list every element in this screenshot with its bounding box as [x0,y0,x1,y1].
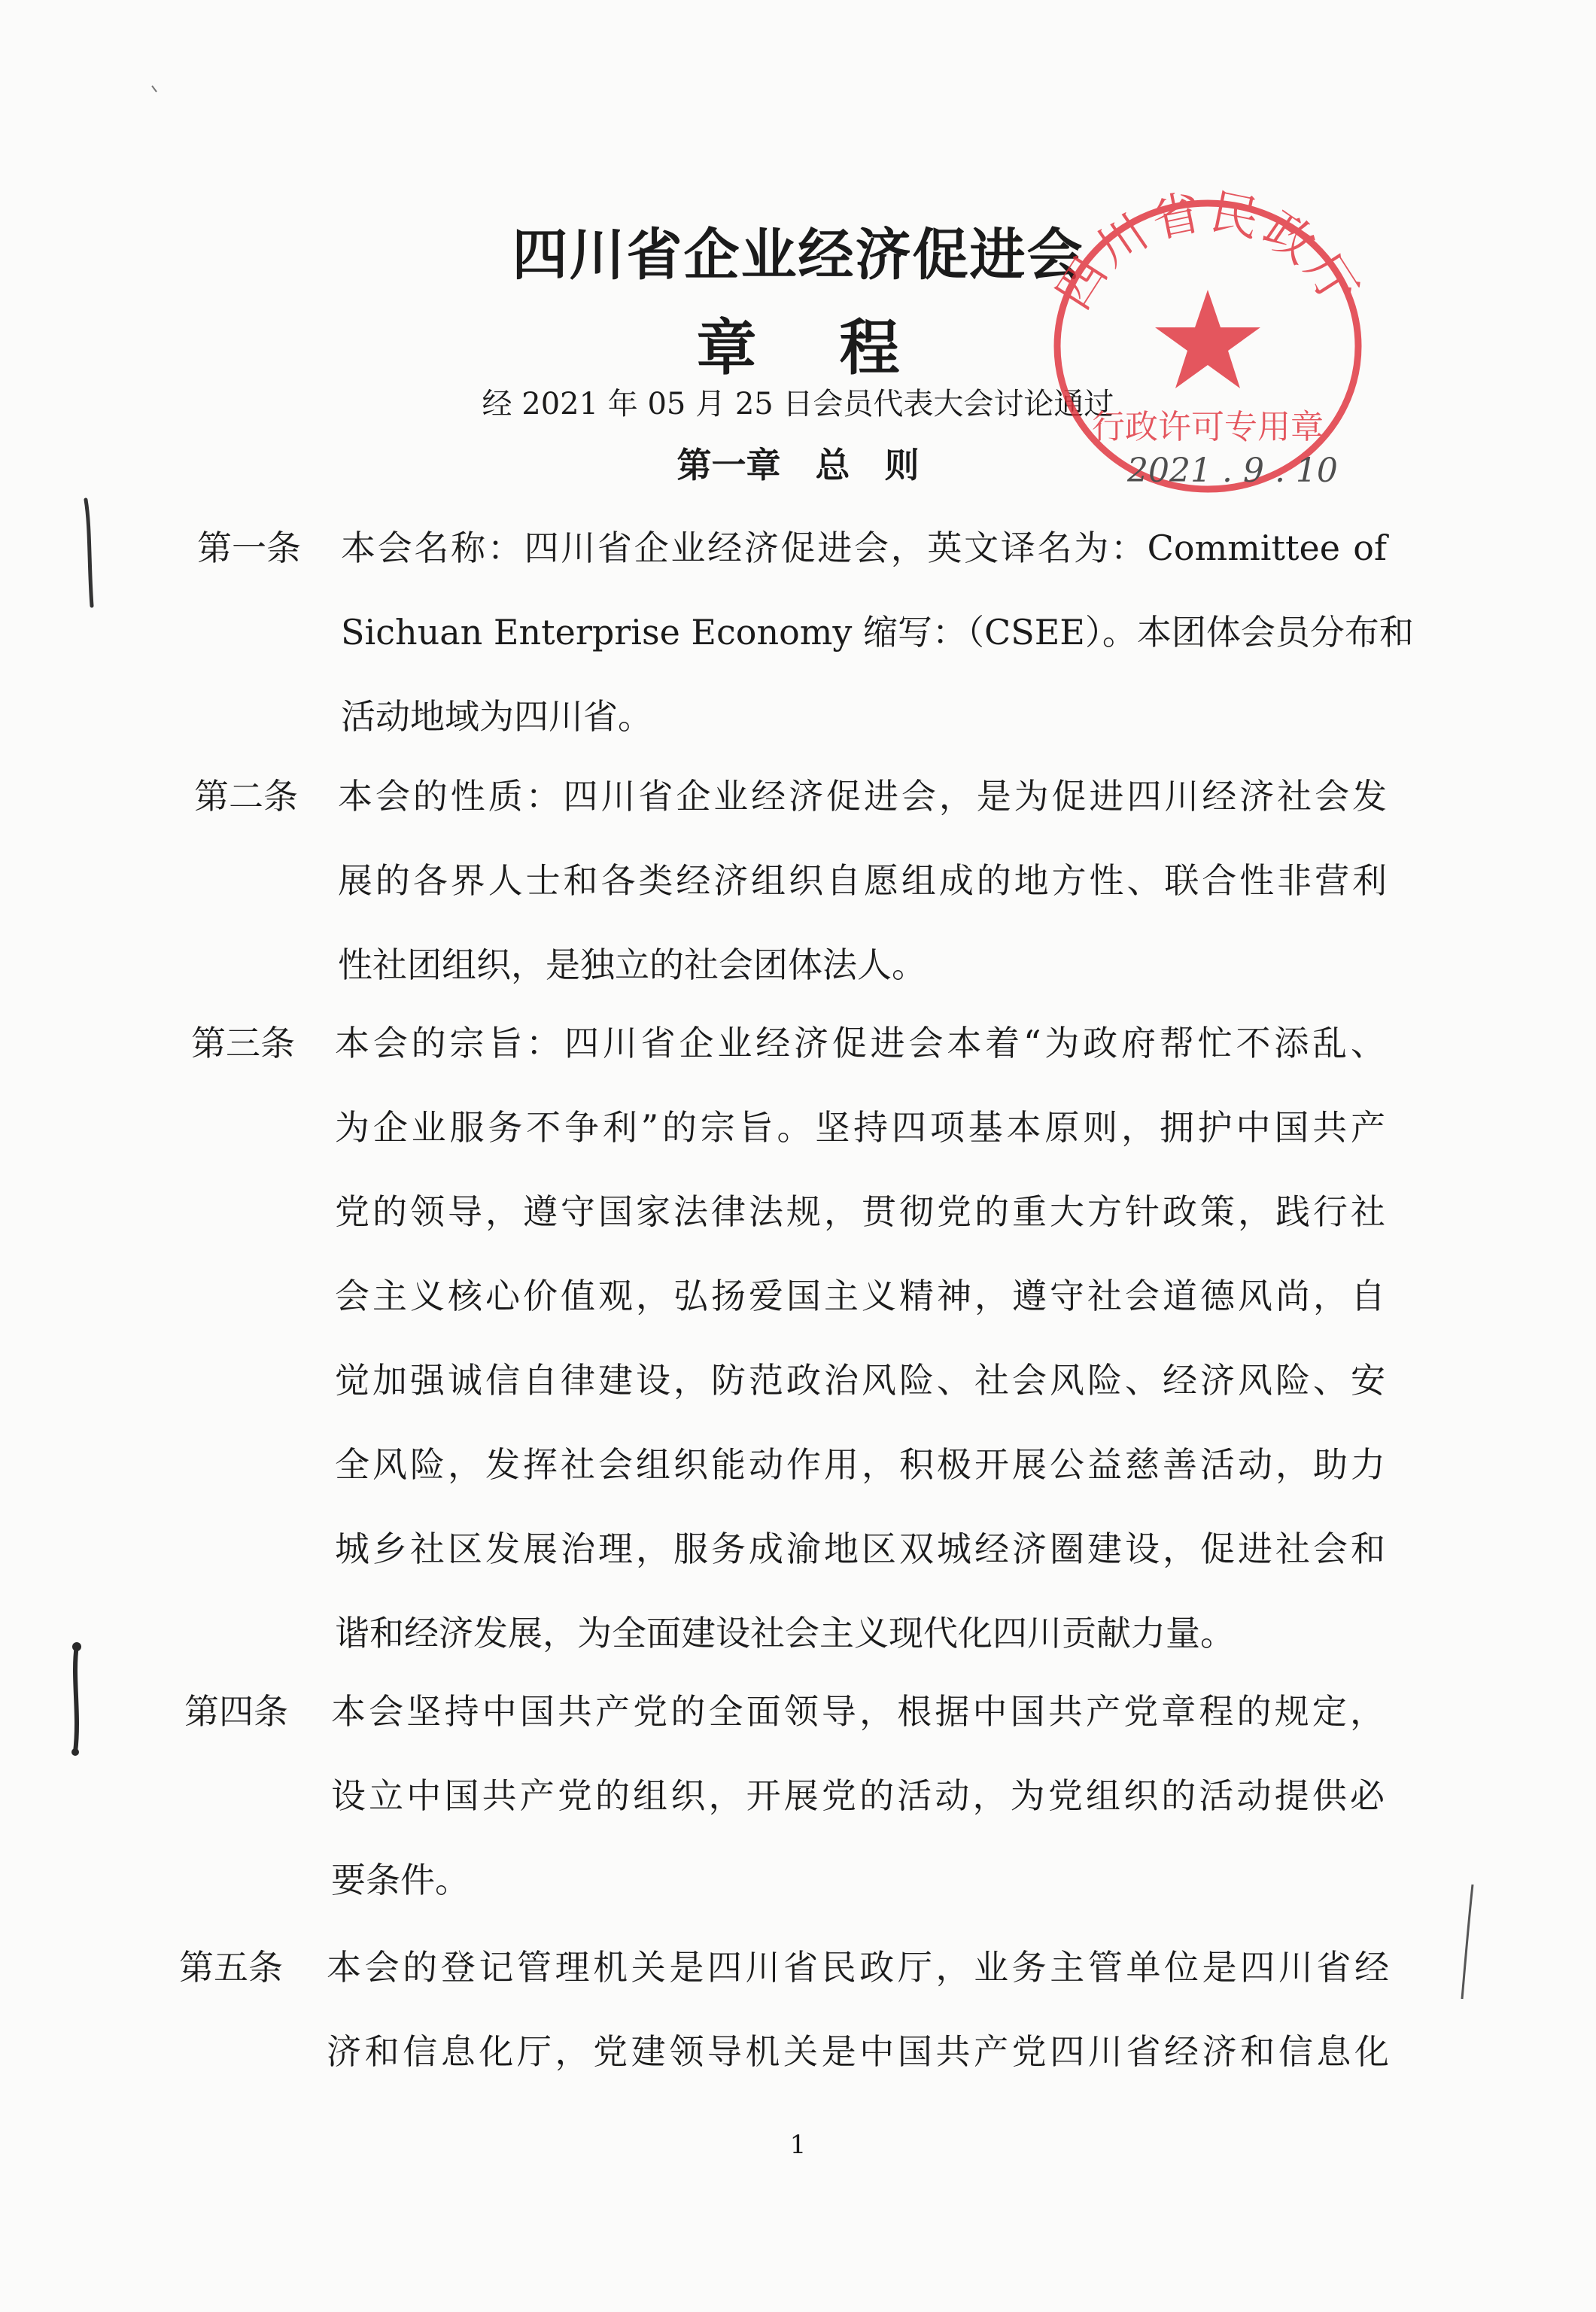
article-body [341,506,1414,759]
official-seal-stamp [1031,173,1385,504]
document-title: 四川省企业经济促进会 [512,223,1084,287]
article-line: 济和信息化厅，党建领导机关是中国共产党四川省经济和信息化 [327,2031,1389,2072]
article-line: 觉加强诚信自律建设，防范政治风险、社会风险、经济风险、安 [335,1360,1385,1401]
svg-text:2021 . 9 . 10: 2021 . 9 . 10 [1127,452,1338,490]
article-line: 活动地域为四川省。 [341,696,652,737]
article-body [331,1669,1385,1922]
article-body [327,1925,1389,2094]
article-line: 设立中国共产党的组织，开展党的活动，为党组织的活动提供必 [331,1775,1385,1816]
article-line: 城乡社区发展治理，服务成渝地区双城经济圈建设，促进社会和 [335,1529,1385,1569]
article-line: 本会的宗旨：四川省企业经济促进会本着“为政府帮忙不添乱、 [335,1023,1385,1063]
article-line: 党的领导，遵守国家法律法规，贯彻党的重大方针政策，践行社 [335,1191,1385,1232]
svg-text:行政许可专用章: 行政许可专用章 [1092,408,1324,446]
article-line: 要条件。 [331,1860,470,1900]
binding-mark [81,497,104,610]
article-body [335,1001,1385,1675]
article-label: 第一条 [197,528,301,568]
article-label: 第三条 [191,1023,295,1063]
svg-text:四川省民政厅: 四川省民政厅 [1045,184,1370,319]
approval-note: 经 2021 年 05 月 25 日会员代表大会讨论通过 [482,387,1114,421]
article-line: 全风险，发挥社会组织能动作用，积极开展公益慈善活动，助力 [335,1444,1385,1485]
article-line: 本会的性质：四川省企业经济促进会，是为促进四川经济社会发 [338,776,1387,817]
article-label: 第二条 [194,776,298,817]
article-line: 为企业服务不争利”的宗旨。坚持四项基本原则，拥护中国共产 [335,1107,1385,1148]
article-line: 性社团组织，是独立的社会团体法人。 [338,945,926,985]
article-line: 本会名称：四川省企业经济促进会，英文译名为：Committee of [341,528,1387,568]
article-line: Sichuan Enterprise Economy 缩写：（CSEE）。本团体会员分布和 [341,612,1414,653]
article-line: 本会的登记管理机关是四川省民政厅，业务主管单位是四川省经 [327,1947,1389,1988]
article-line: 谐和经济发展，为全面建设社会主义现代化四川贡献力量。 [335,1613,1235,1653]
article-line: 展的各界人士和各类经济组织自愿组成的地方性、联合性非营利 [338,860,1387,901]
article-label: 第五条 [179,1947,283,1988]
scan-speck-mark [147,81,163,96]
article-body [338,754,1387,1007]
article-line: 本会坚持中国共产党的全面领导，根据中国共产党章程的规定， [331,1691,1385,1732]
article-label: 第四条 [184,1691,288,1732]
scan-line-mark [1456,1882,1479,2002]
chapter-heading: 第一章 总 则 [676,445,920,485]
article-line: 会主义核心价值观，弘扬爱国主义精神，遵守社会道德风尚，自 [335,1276,1385,1316]
page-number: 1 [789,2130,807,2160]
binding-mark [62,1639,92,1760]
seal-star-icon [1155,290,1260,388]
document-subtitle: 章程 [696,313,983,383]
